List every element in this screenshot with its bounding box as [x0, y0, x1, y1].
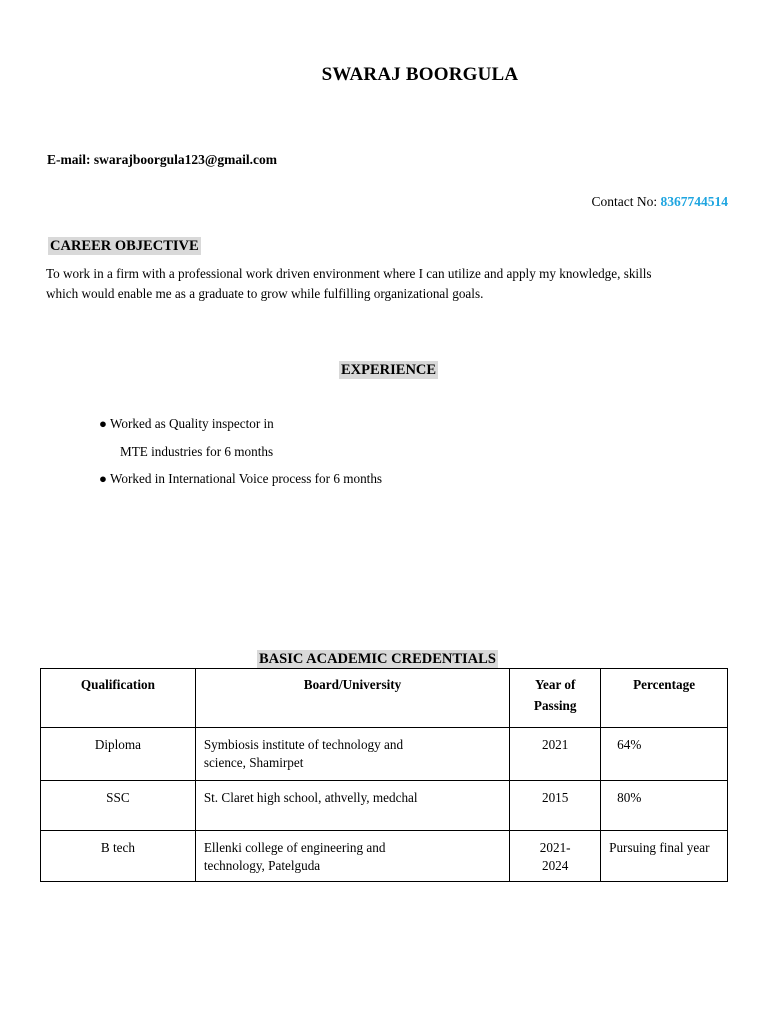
objective-line-2: which would enable me as a graduate to grow while fulfilling organizational goals.	[46, 285, 484, 301]
year-line-1: 2015	[541, 790, 569, 805]
contact-label: Contact No:	[591, 194, 661, 209]
cell-board	[195, 781, 509, 831]
email-line: E-mail: swarajboorgula123@gmail.com	[47, 152, 278, 167]
table-row	[41, 728, 728, 781]
career-objective-heading: CAREER OBJECTIVE	[50, 238, 199, 254]
year-header-line-1: Year of	[534, 677, 576, 692]
column-header-percentage: Percentage	[601, 669, 728, 728]
academic-credentials-table	[40, 668, 728, 882]
experience-item-2-text: Worked in International Voice process for 6 months	[110, 471, 383, 486]
year-header-line-2: Passing	[533, 697, 577, 713]
cell-qualification: Diploma	[41, 728, 196, 781]
cell-percentage: 80%	[601, 781, 728, 831]
column-header-year	[510, 669, 601, 728]
experience-item-1	[99, 415, 274, 433]
board-line-2: science, Shamirpet	[203, 755, 304, 770]
experience-heading: EXPERIENCE	[341, 362, 437, 378]
bullet-icon: ●	[99, 416, 107, 431]
cell-year	[510, 728, 601, 781]
year-line-2: 2024	[541, 858, 569, 873]
column-header-qualification: Qualification	[41, 669, 196, 728]
year-line-1: 2021-	[539, 840, 571, 855]
table-header-row	[41, 669, 728, 728]
cell-board	[195, 831, 509, 882]
contact-number: 8367744514	[660, 194, 728, 209]
cell-year	[510, 831, 601, 882]
academic-credentials-heading: BASIC ACADEMIC CREDENTIALS	[259, 651, 496, 667]
objective-line-1: To work in a firm with a professional work driven environment where I can utilize and apply my knowledge, skills	[46, 266, 652, 281]
board-line-1: Symbiosis institute of technology and	[203, 737, 404, 752]
career-objective-text	[46, 264, 726, 303]
contact-line	[592, 194, 729, 210]
bullet-icon: ●	[99, 471, 107, 486]
cell-year	[510, 781, 601, 831]
board-line-1: St. Claret high school, athvelly, medchal	[203, 790, 418, 805]
column-header-board: Board/University	[195, 669, 509, 728]
cell-board	[195, 728, 509, 781]
experience-item-1-continuation: MTE industries for 6 months	[120, 444, 274, 459]
year-line-1: 2021	[541, 737, 569, 752]
cell-qualification: SSC	[41, 781, 196, 831]
cell-percentage: Pursuing final year	[601, 831, 728, 882]
table-row	[41, 831, 728, 882]
candidate-name: SWARAJ BOORGULA	[321, 64, 519, 85]
board-line-2: technology, Patelguda	[203, 858, 321, 873]
cell-percentage: 64%	[601, 728, 728, 781]
table-row	[41, 781, 728, 831]
cell-qualification: B tech	[41, 831, 196, 882]
experience-item-1-text: Worked as Quality inspector in	[110, 416, 274, 431]
experience-item-2	[99, 470, 382, 488]
board-line-1: Ellenki college of engineering and	[203, 840, 386, 855]
